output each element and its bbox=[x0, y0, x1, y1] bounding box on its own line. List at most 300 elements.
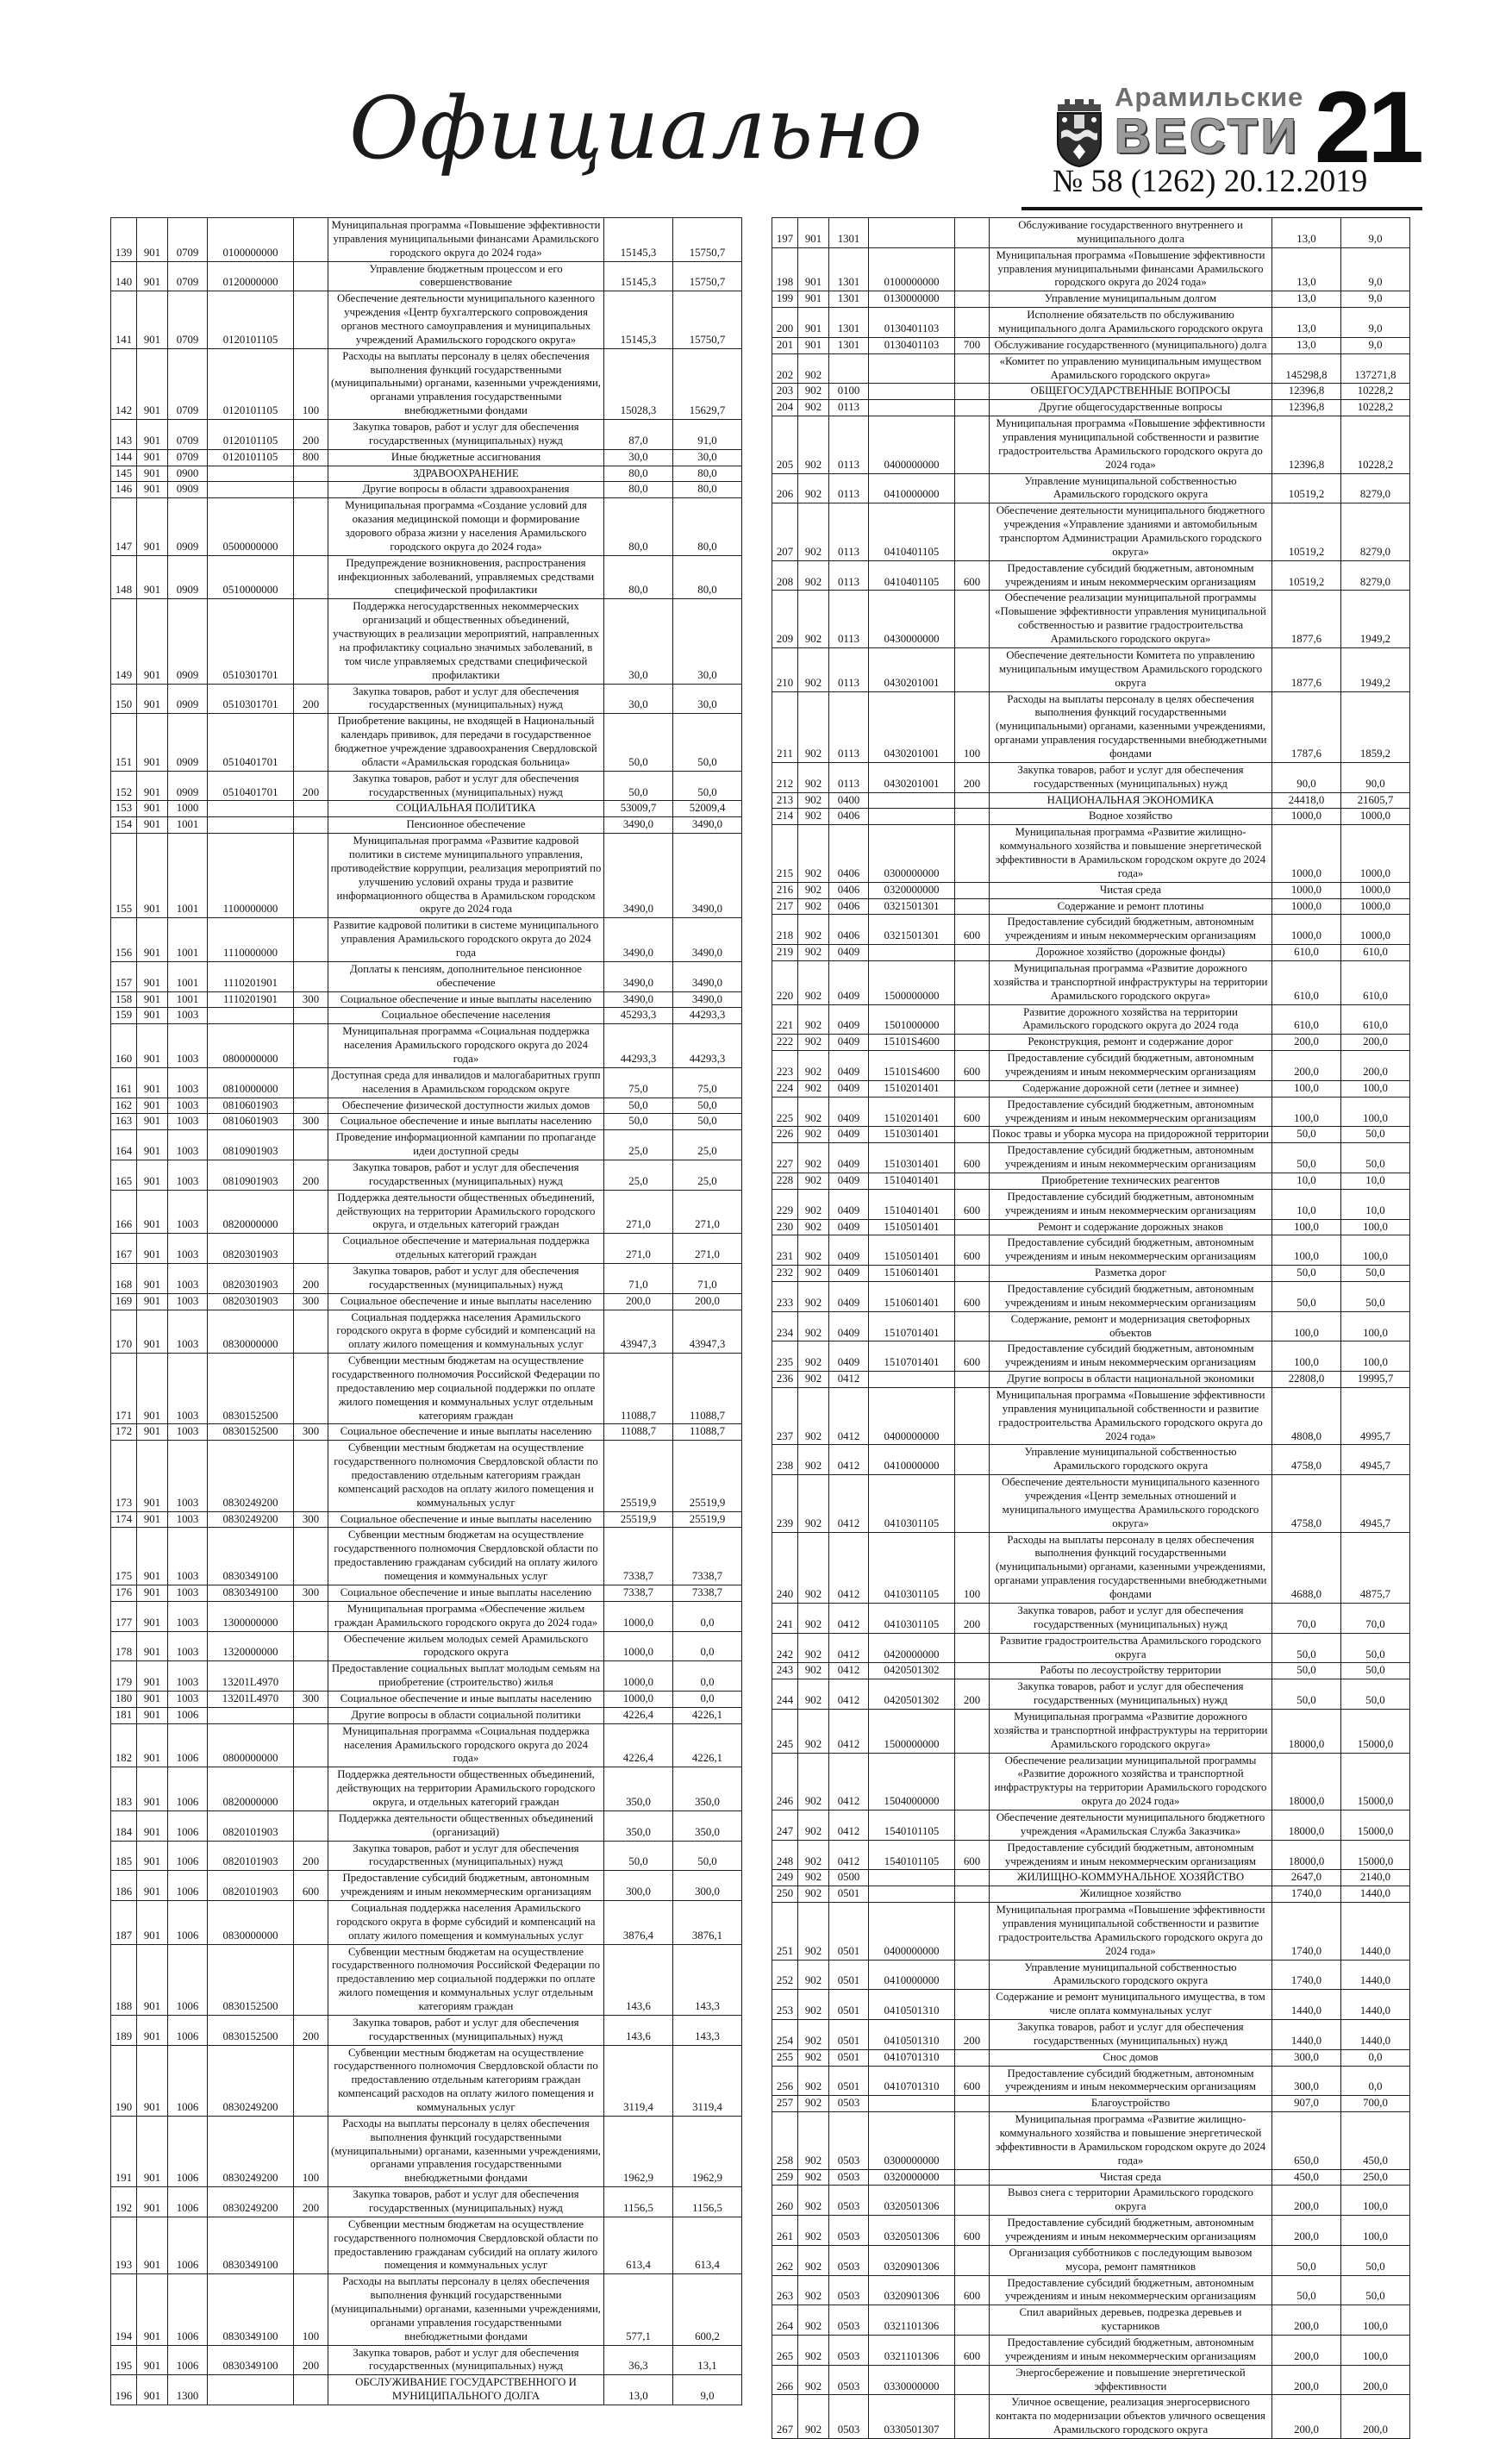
amount-col1-cell: 12396,8 bbox=[1272, 400, 1341, 416]
grbs-code-cell: 901 bbox=[137, 714, 168, 771]
amount-col2-cell: 143,3 bbox=[673, 1944, 742, 2015]
amount-col1-cell: 143,6 bbox=[604, 1944, 673, 2015]
amount-col1-cell: 4758,0 bbox=[1272, 1445, 1341, 1475]
expense-type-cell bbox=[955, 2096, 990, 2112]
amount-col1-cell: 80,0 bbox=[604, 498, 673, 555]
amount-col2-cell: 71,0 bbox=[673, 1264, 742, 1294]
amount-col2-cell: 100,0 bbox=[1341, 2336, 1410, 2366]
expense-name-cell: Предоставление субсидий бюджетным, автономным учреждениям и иным некоммерческим организациям bbox=[990, 1051, 1272, 1081]
section-code-cell: 0409 bbox=[829, 1004, 869, 1035]
expense-type-cell bbox=[955, 1810, 990, 1840]
expense-type-cell: 600 bbox=[955, 2336, 990, 2366]
budget-row bbox=[772, 647, 1410, 691]
amount-col2-cell: 0,0 bbox=[673, 1601, 742, 1631]
grbs-code-cell: 902 bbox=[798, 825, 829, 882]
target-article-cell bbox=[869, 218, 955, 248]
expense-name-cell: Муниципальная программа «Развитие дорожного хозяйства и транспортной инфраструктуры на территории Арамильского городского округа» bbox=[990, 1709, 1272, 1753]
amount-col2-cell: 271,0 bbox=[673, 1190, 742, 1234]
target-article-cell: 0830349100 bbox=[208, 1585, 294, 1601]
amount-col2-cell: 50,0 bbox=[673, 1114, 742, 1130]
expense-type-cell bbox=[294, 2217, 328, 2273]
grbs-code-cell: 902 bbox=[798, 400, 829, 416]
row-number-cell: 157 bbox=[111, 961, 137, 991]
section-code-cell: 1003 bbox=[168, 1585, 208, 1601]
amount-col1-cell: 200,0 bbox=[1272, 2216, 1341, 2246]
budget-row bbox=[772, 825, 1410, 882]
grbs-code-cell: 901 bbox=[137, 599, 168, 684]
amount-col1-cell: 100,0 bbox=[1272, 1341, 1341, 1372]
expense-name-cell: Социальная поддержка населения Арамильского городского округа в форме субсидий и компенсаций на оплату жилого помещения и коммунальных услуг bbox=[328, 1310, 604, 1354]
expense-type-cell bbox=[955, 1266, 990, 1282]
grbs-code-cell: 901 bbox=[137, 1511, 168, 1528]
section-code-cell: 0501 bbox=[829, 1903, 869, 1960]
target-article-cell: 13201L4970 bbox=[208, 1691, 294, 1707]
grbs-code-cell: 901 bbox=[798, 337, 829, 353]
row-number-cell: 258 bbox=[772, 2112, 798, 2169]
target-article-cell: 15101S4600 bbox=[869, 1035, 955, 1051]
expense-name-cell: Предоставление субсидий бюджетным, автономным учреждениям и иным некоммерческим организациям bbox=[990, 1341, 1272, 1372]
expense-type-cell bbox=[955, 384, 990, 400]
grbs-code-cell: 902 bbox=[798, 1080, 829, 1097]
row-number-cell: 198 bbox=[772, 247, 798, 291]
target-article-cell: 0510401701 bbox=[208, 714, 294, 771]
expense-name-cell: Социальное обеспечение и иные выплаты населению bbox=[328, 1424, 604, 1441]
section-code-cell: 0412 bbox=[829, 1475, 869, 1532]
target-article-cell: 0830152500 bbox=[208, 1424, 294, 1441]
grbs-code-cell: 902 bbox=[798, 1127, 829, 1143]
section-code-cell: 1003 bbox=[168, 1293, 208, 1310]
target-article-cell: 0300000000 bbox=[869, 2112, 955, 2169]
expense-name-cell: Другие вопросы в области здравоохранения bbox=[328, 482, 604, 498]
expense-name-cell: Предоставление социальных выплат молодым семьям на приобретение (строительство) жилья bbox=[328, 1661, 604, 1692]
expense-type-cell: 100 bbox=[294, 2116, 328, 2186]
target-article-cell: 1501000000 bbox=[869, 1004, 955, 1035]
amount-col2-cell: 4995,7 bbox=[1341, 1388, 1410, 1445]
expense-type-cell bbox=[294, 261, 328, 291]
target-article-cell: 0430201001 bbox=[869, 647, 955, 691]
grbs-code-cell: 901 bbox=[137, 1723, 168, 1767]
row-number-cell: 159 bbox=[111, 1008, 137, 1024]
target-article-cell bbox=[208, 2375, 294, 2405]
amount-col2-cell: 4945,7 bbox=[1341, 1475, 1410, 1532]
expense-type-cell bbox=[955, 1990, 990, 2020]
expense-type-cell: 300 bbox=[294, 1585, 328, 1601]
grbs-code-cell: 902 bbox=[798, 647, 829, 691]
expense-type-cell bbox=[955, 1035, 990, 1051]
expense-name-cell: Социальное обеспечение населения bbox=[328, 1008, 604, 1024]
budget-row bbox=[772, 560, 1410, 591]
grbs-code-cell: 901 bbox=[137, 291, 168, 348]
grbs-code-cell: 901 bbox=[137, 2187, 168, 2217]
expense-name-cell: Спил аварийных деревьев, подрезка деревьев и кустарников bbox=[990, 2305, 1272, 2336]
expense-type-cell bbox=[294, 291, 328, 348]
section-code-cell: 1003 bbox=[168, 1130, 208, 1160]
target-article-cell: 0410701310 bbox=[869, 2049, 955, 2066]
amount-col1-cell: 4808,0 bbox=[1272, 1388, 1341, 1445]
row-number-cell: 162 bbox=[111, 1098, 137, 1114]
grbs-code-cell: 901 bbox=[798, 247, 829, 291]
amount-col2-cell: 80,0 bbox=[673, 498, 742, 555]
budget-row bbox=[772, 1266, 1410, 1282]
amount-col2-cell: 200,0 bbox=[673, 1293, 742, 1310]
row-number-cell: 189 bbox=[111, 2015, 137, 2045]
target-article-cell: 0420000000 bbox=[869, 1633, 955, 1663]
row-number-cell: 226 bbox=[772, 1127, 798, 1143]
grbs-code-cell: 902 bbox=[798, 2169, 829, 2186]
expense-type-cell bbox=[294, 918, 328, 962]
expense-name-cell: Субвенции местным бюджетам на осуществление государственного полномочия Свердловской области по предоставлению отдельным категориям граждан компенсаций расходов на оплату жилого помещения и коммунальных услуг bbox=[328, 2045, 604, 2116]
row-number-cell: 182 bbox=[111, 1723, 137, 1767]
row-number-cell: 152 bbox=[111, 771, 137, 801]
amount-col1-cell: 1787,6 bbox=[1272, 691, 1341, 762]
section-code-cell: 0409 bbox=[829, 960, 869, 1004]
target-article-cell bbox=[869, 809, 955, 825]
grbs-code-cell: 902 bbox=[798, 1840, 829, 1870]
expense-name-cell: Энергосбережение и повышение энергетической эффективности bbox=[990, 2365, 1272, 2395]
amount-col1-cell: 3490,0 bbox=[604, 991, 673, 1008]
target-article-cell: 0321501301 bbox=[869, 915, 955, 945]
grbs-code-cell: 901 bbox=[798, 218, 829, 248]
section-code-cell: 0412 bbox=[829, 1372, 869, 1388]
expense-name-cell: Предоставление субсидий бюджетным, автономным учреждениям и иным некоммерческим организациям bbox=[990, 2275, 1272, 2305]
brand-name-top: Арамильские bbox=[1115, 82, 1304, 112]
target-article-cell bbox=[869, 384, 955, 400]
amount-col2-cell: 8279,0 bbox=[1341, 503, 1410, 560]
row-number-cell: 238 bbox=[772, 1445, 798, 1475]
expense-name-cell: Муниципальная программа «Повышение эффективности управления муниципальной собственности и развитие градостроительства Арамильского городского округа до 2024 года» bbox=[990, 1903, 1272, 1960]
grbs-code-cell: 902 bbox=[798, 560, 829, 591]
target-article-cell: 0510301701 bbox=[208, 599, 294, 684]
target-article-cell: 0420501302 bbox=[869, 1679, 955, 1710]
amount-col2-cell: 8279,0 bbox=[1341, 473, 1410, 503]
amount-col1-cell: 12396,8 bbox=[1272, 384, 1341, 400]
amount-col1-cell: 200,0 bbox=[1272, 2395, 1341, 2439]
amount-col2-cell: 50,0 bbox=[673, 1841, 742, 1871]
target-article-cell: 0830152500 bbox=[208, 1944, 294, 2015]
target-article-cell: 0510401701 bbox=[208, 771, 294, 801]
budget-row bbox=[772, 960, 1410, 1004]
budget-row bbox=[111, 1723, 742, 1767]
expense-type-cell: 200 bbox=[294, 2015, 328, 2045]
expense-name-cell: Обеспечение деятельности муниципального казенного учреждения «Центр земельных отношений и муниципального имущества Арамильского городского округа» bbox=[990, 1475, 1272, 1532]
row-number-cell: 246 bbox=[772, 1753, 798, 1810]
row-number-cell: 249 bbox=[772, 1870, 798, 1886]
section-code-cell: 1301 bbox=[829, 291, 869, 308]
section-code-cell: 1006 bbox=[168, 2187, 208, 2217]
expense-type-cell bbox=[294, 1810, 328, 1841]
grbs-code-cell: 901 bbox=[137, 1585, 168, 1601]
target-article-cell: 0820000000 bbox=[208, 1767, 294, 1811]
target-article-cell: 15101S4600 bbox=[869, 1051, 955, 1081]
target-article-cell: 0820301903 bbox=[208, 1264, 294, 1294]
grbs-code-cell: 901 bbox=[137, 482, 168, 498]
section-code-cell: 1003 bbox=[168, 1528, 208, 1585]
grbs-code-cell: 902 bbox=[798, 1266, 829, 1282]
section-code-cell: 1006 bbox=[168, 2015, 208, 2045]
row-number-cell: 139 bbox=[111, 218, 137, 262]
row-number-cell: 175 bbox=[111, 1528, 137, 1585]
amount-col1-cell: 7338,7 bbox=[604, 1528, 673, 1585]
target-article-cell: 0820301903 bbox=[208, 1234, 294, 1264]
budget-row bbox=[772, 1143, 1410, 1173]
grbs-code-cell: 901 bbox=[137, 348, 168, 419]
section-code-cell: 0503 bbox=[829, 2169, 869, 2186]
expense-type-cell bbox=[955, 353, 990, 384]
section-code-cell: 1006 bbox=[168, 2045, 208, 2116]
row-number-cell: 156 bbox=[111, 918, 137, 962]
expense-name-cell: Предоставление субсидий бюджетным, автономным учреждениям и иным некоммерческим организациям bbox=[990, 2336, 1272, 2366]
budget-row bbox=[111, 291, 742, 348]
row-number-cell: 233 bbox=[772, 1282, 798, 1312]
expense-type-cell: 600 bbox=[955, 1051, 990, 1081]
amount-col2-cell: 10228,2 bbox=[1341, 400, 1410, 416]
budget-row bbox=[772, 2019, 1410, 2049]
section-code-cell: 0412 bbox=[829, 1603, 869, 1633]
target-article-cell: 1510301401 bbox=[869, 1143, 955, 1173]
budget-row bbox=[111, 2187, 742, 2217]
section-code-cell: 0709 bbox=[168, 449, 208, 466]
amount-col2-cell: 80,0 bbox=[673, 482, 742, 498]
amount-col1-cell: 25,0 bbox=[604, 1130, 673, 1160]
budget-row bbox=[111, 918, 742, 962]
grbs-code-cell: 901 bbox=[137, 1528, 168, 1585]
grbs-code-cell: 902 bbox=[798, 1051, 829, 1081]
target-article-cell: 1500000000 bbox=[869, 1709, 955, 1753]
target-article-cell: 1100000000 bbox=[208, 834, 294, 918]
row-number-cell: 204 bbox=[772, 400, 798, 416]
grbs-code-cell: 901 bbox=[137, 2375, 168, 2405]
amount-col1-cell: 450,0 bbox=[1272, 2169, 1341, 2186]
expense-name-cell: Закупка товаров, работ и услуг для обеспечения государственных (муниципальных) нужд bbox=[990, 1603, 1272, 1633]
expense-type-cell bbox=[294, 1067, 328, 1098]
grbs-code-cell: 902 bbox=[798, 353, 829, 384]
budget-row bbox=[111, 1841, 742, 1871]
amount-col1-cell: 53009,7 bbox=[604, 801, 673, 817]
amount-col2-cell: 613,4 bbox=[673, 2217, 742, 2273]
amount-col2-cell: 200,0 bbox=[1341, 2395, 1410, 2439]
row-number-cell: 253 bbox=[772, 1990, 798, 2020]
amount-col1-cell: 15145,3 bbox=[604, 291, 673, 348]
row-number-cell: 251 bbox=[772, 1903, 798, 1960]
section-code-cell: 0406 bbox=[829, 915, 869, 945]
section-code-cell: 1003 bbox=[168, 1310, 208, 1354]
target-article-cell: 0820000000 bbox=[208, 1190, 294, 1234]
row-number-cell: 260 bbox=[772, 2186, 798, 2216]
expense-type-cell bbox=[955, 882, 990, 898]
expense-name-cell: Уличное освещение, реализация энергосервисного контакта по модернизации объектов уличного освещения Арамильского городского округа bbox=[990, 2395, 1272, 2439]
expense-type-cell bbox=[955, 2395, 990, 2439]
section-code-cell: 0503 bbox=[829, 2216, 869, 2246]
expense-type-cell bbox=[955, 1886, 990, 1903]
expense-type-cell bbox=[955, 473, 990, 503]
section-code-cell: 0503 bbox=[829, 2096, 869, 2112]
budget-row bbox=[111, 2045, 742, 2116]
amount-col1-cell: 200,0 bbox=[1272, 2365, 1341, 2395]
budget-row bbox=[772, 915, 1410, 945]
section-code-cell: 0412 bbox=[829, 1388, 869, 1445]
amount-col2-cell: 1156,5 bbox=[673, 2187, 742, 2217]
grbs-code-cell: 902 bbox=[798, 2365, 829, 2395]
row-number-cell: 254 bbox=[772, 2019, 798, 2049]
row-number-cell: 173 bbox=[111, 1441, 137, 1511]
budget-row bbox=[111, 1293, 742, 1310]
target-article-cell: 0410301105 bbox=[869, 1603, 955, 1633]
row-number-cell: 221 bbox=[772, 1004, 798, 1035]
expense-name-cell: Обеспечение деятельности Комитета по управлению муниципальным имуществом Арамильского городского округа bbox=[990, 647, 1272, 691]
amount-col2-cell: 25519,9 bbox=[673, 1511, 742, 1528]
expense-name-cell: Обслуживание государственного внутреннего и муниципального долга bbox=[990, 218, 1272, 248]
section-title: Официально bbox=[349, 79, 924, 178]
expense-name-cell: Муниципальная программа «Развитие кадровой политики в системе муниципального управления, противодействие коррупции, реализация мероприятий по улучшению условий охраны труда и развитие информационного общества в Арамильском городском округе до 2024 года bbox=[328, 834, 604, 918]
expense-name-cell: Муниципальная программа «Социальная поддержка населения Арамильского городского округа до 2024 года» bbox=[328, 1024, 604, 1068]
target-article-cell: 0830249200 bbox=[208, 1511, 294, 1528]
amount-col2-cell: 9,0 bbox=[673, 2375, 742, 2405]
grbs-code-cell: 902 bbox=[798, 1097, 829, 1127]
grbs-code-cell: 902 bbox=[798, 1810, 829, 1840]
grbs-code-cell: 902 bbox=[798, 1219, 829, 1235]
row-number-cell: 213 bbox=[772, 792, 798, 809]
grbs-code-cell: 901 bbox=[137, 1310, 168, 1354]
section-code-cell: 1003 bbox=[168, 1661, 208, 1692]
grbs-code-cell: 902 bbox=[798, 2275, 829, 2305]
row-number-cell: 144 bbox=[111, 449, 137, 466]
amount-col1-cell: 271,0 bbox=[604, 1234, 673, 1264]
amount-col1-cell: 3490,0 bbox=[604, 918, 673, 962]
section-code-cell: 1003 bbox=[168, 1190, 208, 1234]
section-code-cell: 0409 bbox=[829, 1097, 869, 1127]
budget-row bbox=[111, 1511, 742, 1528]
expense-type-cell: 600 bbox=[955, 1341, 990, 1372]
budget-row bbox=[772, 1532, 1410, 1603]
amount-col1-cell: 30,0 bbox=[604, 449, 673, 466]
target-article-cell: 1510401401 bbox=[869, 1189, 955, 1219]
expense-name-cell: Расходы на выплаты персоналу в целях обеспечения выполнения функций государственными (муниципальными) органами, казенными учреждениями, органами управления государственными внебюджетными фондами bbox=[328, 348, 604, 419]
section-code-cell: 0412 bbox=[829, 1633, 869, 1663]
budget-row bbox=[772, 1080, 1410, 1097]
expense-type-cell bbox=[294, 1310, 328, 1354]
row-number-cell: 176 bbox=[111, 1585, 137, 1601]
amount-col2-cell: 50,0 bbox=[673, 1098, 742, 1114]
amount-col2-cell: 15750,7 bbox=[673, 261, 742, 291]
expense-type-cell bbox=[294, 2375, 328, 2405]
expense-type-cell bbox=[294, 1130, 328, 1160]
expense-name-cell: Муниципальная программа «Обеспечение жильем граждан Арамильского городского округа до 2024 года» bbox=[328, 1601, 604, 1631]
amount-col2-cell: 15750,7 bbox=[673, 218, 742, 262]
expense-name-cell: НАЦИОНАЛЬНАЯ ЭКОНОМИКА bbox=[990, 792, 1272, 809]
target-article-cell bbox=[869, 353, 955, 384]
row-number-cell: 142 bbox=[111, 348, 137, 419]
amount-col1-cell: 18000,0 bbox=[1272, 1709, 1341, 1753]
expense-name-cell: ОБСЛУЖИВАНИЕ ГОСУДАРСТВЕННОГО И МУНИЦИПАЛЬНОГО ДОЛГА bbox=[328, 2375, 604, 2405]
expense-type-cell bbox=[294, 1723, 328, 1767]
section-code-cell: 1006 bbox=[168, 1707, 208, 1723]
row-number-cell: 247 bbox=[772, 1810, 798, 1840]
row-number-cell: 199 bbox=[772, 291, 798, 308]
amount-col1-cell: 50,0 bbox=[604, 714, 673, 771]
row-number-cell: 177 bbox=[111, 1601, 137, 1631]
row-number-cell: 214 bbox=[772, 809, 798, 825]
expense-type-cell: 700 bbox=[955, 337, 990, 353]
target-article-cell bbox=[869, 1886, 955, 1903]
amount-col2-cell: 15629,7 bbox=[673, 348, 742, 419]
expense-name-cell: Социальное обеспечение и иные выплаты населению bbox=[328, 1114, 604, 1130]
row-number-cell: 256 bbox=[772, 2066, 798, 2096]
expense-type-cell bbox=[294, 1098, 328, 1114]
amount-col1-cell: 13,0 bbox=[1272, 308, 1341, 338]
grbs-code-cell: 902 bbox=[798, 1388, 829, 1445]
row-number-cell: 241 bbox=[772, 1603, 798, 1633]
expense-type-cell bbox=[955, 247, 990, 291]
amount-col1-cell: 1000,0 bbox=[604, 1631, 673, 1661]
target-article-cell: 0410401105 bbox=[869, 560, 955, 591]
grbs-code-cell: 901 bbox=[137, 1601, 168, 1631]
section-code-cell: 1006 bbox=[168, 2274, 208, 2345]
budget-row bbox=[772, 1051, 1410, 1081]
section-code-cell: 0709 bbox=[168, 291, 208, 348]
expense-type-cell bbox=[955, 2112, 990, 2169]
amount-col1-cell: 18000,0 bbox=[1272, 1840, 1341, 1870]
budget-row bbox=[111, 1601, 742, 1631]
row-number-cell: 232 bbox=[772, 1266, 798, 1282]
expense-type-cell bbox=[294, 801, 328, 817]
amount-col2-cell: 610,0 bbox=[1341, 1004, 1410, 1035]
amount-col2-cell: 4226,1 bbox=[673, 1707, 742, 1723]
amount-col1-cell: 200,0 bbox=[1272, 2305, 1341, 2336]
amount-col1-cell: 12396,8 bbox=[1272, 416, 1341, 473]
amount-col1-cell: 577,1 bbox=[604, 2274, 673, 2345]
grbs-code-cell: 902 bbox=[798, 591, 829, 647]
expense-name-cell: Содержание дорожной сети (летнее и зимнее) bbox=[990, 1080, 1272, 1097]
expense-type-cell bbox=[294, 834, 328, 918]
budget-row bbox=[111, 961, 742, 991]
budget-row bbox=[772, 1035, 1410, 1051]
expense-name-cell: Закупка товаров, работ и услуг для обеспечения государственных (муниципальных) нужд bbox=[990, 762, 1272, 792]
budget-row bbox=[772, 1173, 1410, 1190]
amount-col2-cell: 9,0 bbox=[1341, 247, 1410, 291]
row-number-cell: 149 bbox=[111, 599, 137, 684]
budget-row bbox=[772, 1603, 1410, 1633]
section-code-cell: 0409 bbox=[829, 1051, 869, 1081]
amount-col1-cell: 10519,2 bbox=[1272, 560, 1341, 591]
section-code-cell: 0406 bbox=[829, 809, 869, 825]
section-code-cell: 1003 bbox=[168, 1691, 208, 1707]
section-code-cell: 0409 bbox=[829, 1266, 869, 1282]
expense-name-cell: Закупка товаров, работ и услуг для обеспечения государственных (муниципальных) нужд bbox=[328, 1264, 604, 1294]
amount-col2-cell: 0,0 bbox=[673, 1661, 742, 1692]
budget-row bbox=[772, 1445, 1410, 1475]
section-code-cell: 0503 bbox=[829, 2245, 869, 2275]
budget-row bbox=[772, 1903, 1410, 1960]
row-number-cell: 158 bbox=[111, 991, 137, 1008]
expense-type-cell: 200 bbox=[294, 684, 328, 714]
section-code-cell: 0113 bbox=[829, 691, 869, 762]
amount-col2-cell: 200,0 bbox=[1341, 1051, 1410, 1081]
expense-type-cell bbox=[955, 1633, 990, 1663]
expense-name-cell: Субвенции местным бюджетам на осуществление государственного полномочия Свердловской области по предоставлению гражданам субсидий на оплату жилого помещения и коммунальных услуг bbox=[328, 1528, 604, 1585]
amount-col1-cell: 300,0 bbox=[1272, 2049, 1341, 2066]
amount-col2-cell: 75,0 bbox=[673, 1067, 742, 1098]
expense-type-cell bbox=[294, 1601, 328, 1631]
row-number-cell: 155 bbox=[111, 834, 137, 918]
row-number-cell: 244 bbox=[772, 1679, 798, 1710]
grbs-code-cell: 902 bbox=[798, 503, 829, 560]
expense-name-cell: Жилищное хозяйство bbox=[990, 1886, 1272, 1903]
expense-name-cell: Управление муниципальной собственностью Арамильского городского округа bbox=[990, 1960, 1272, 1990]
grbs-code-cell: 902 bbox=[798, 2216, 829, 2246]
budget-row bbox=[111, 714, 742, 771]
grbs-code-cell: 902 bbox=[798, 473, 829, 503]
section-code-cell: 0412 bbox=[829, 1445, 869, 1475]
